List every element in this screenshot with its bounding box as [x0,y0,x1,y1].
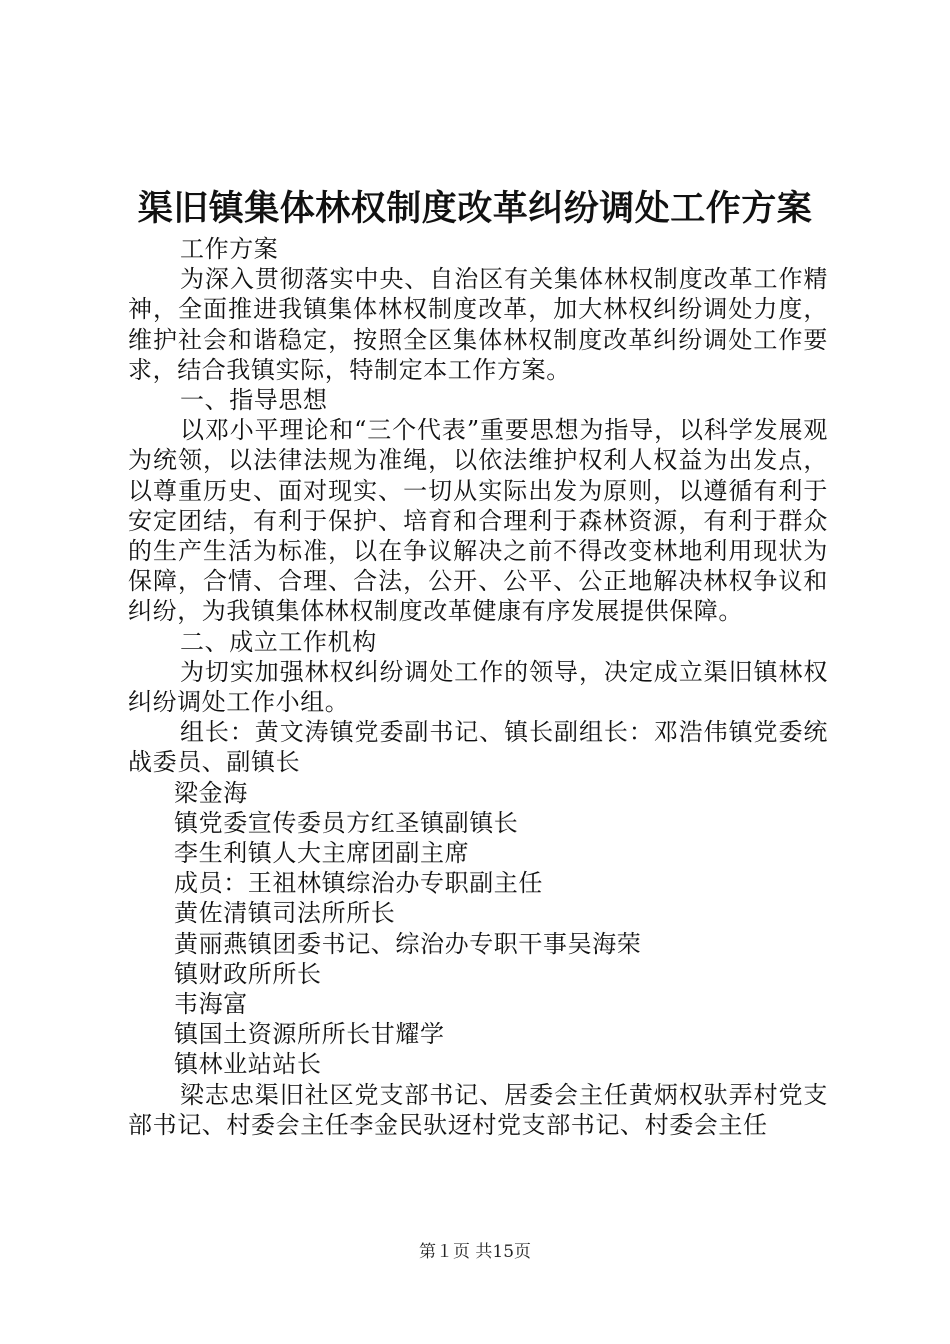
paragraph: 梁金海 [174,778,248,807]
paragraph: 镇国土资源所所长甘耀学 [174,1020,445,1049]
paragraph: 为深入贯彻落实中央、自治区有关集体林权制度改革工作精神，全面推进我镇集体林权制度改革，加大林权纠纷调处力度，维护社会和谐稳定，按照全区集体林权制度改革纠纷调处工作要求，结合我镇实际，特制定本工作方案。 [128,265,828,384]
paragraph: 以邓小平理论和“三个代表”重要思想为指导，以科学发展观为统领，以法律法规为准绳，以依法维护权利人权益为出发点，以尊重历史、面对现实、一切从实际出发为原则，以遵循有利于安定团结，有利于保护、培育和合理利于森林资源，有利于群众的生产生活为标准，以在争议解决之前不得改变林地利用现状为保障，合情、合理、合法，公开、公平、公正地解决林权争议和纠纷，为我镇集体林权制度改革健康有序发展提供保障。 [128,416,828,626]
paragraph: 镇党委宣传委员方红圣镇副镇长 [174,808,519,837]
paragraph: 韦海富 [174,990,248,1019]
paragraph: 李生利镇人大主席团副主席 [174,839,470,868]
page-footer: 第１页 共15页 [418,1242,532,1262]
paragraph: 梁志忠渠旧社区党支部书记、居委会主任黄炳权驮弄村党支部书记、村委会主任李金民驮迓村党支部书记、村委会主任 [128,1080,828,1139]
paragraph: 组长：黄文涛镇党委副书记、镇长副组长：邓浩伟镇党委统战委员、副镇长 [128,718,828,777]
paragraph: 镇林业站站长 [174,1050,322,1079]
document-title: 渠旧镇集体林权制度改革纠纷调处工作方案 [137,188,813,229]
paragraph: 工作方案 [180,235,279,263]
paragraph: 一、指导思想 [180,386,328,415]
paragraph: 黄丽燕镇团委书记、综治办专职干事吴海荣 [174,929,642,958]
paragraph: 二、成立工作机构 [180,627,377,656]
paragraph: 成员：王祖林镇综治办专职副主任 [174,869,543,898]
paragraph: 镇财政所所长 [174,959,322,988]
document-body [128,234,828,1140]
paragraph: 为切实加强林权纠纷调处工作的领导，决定成立渠旧镇林权纠纷调处工作小组。 [128,657,828,717]
paragraph: 黄佐清镇司法所所长 [174,899,396,928]
